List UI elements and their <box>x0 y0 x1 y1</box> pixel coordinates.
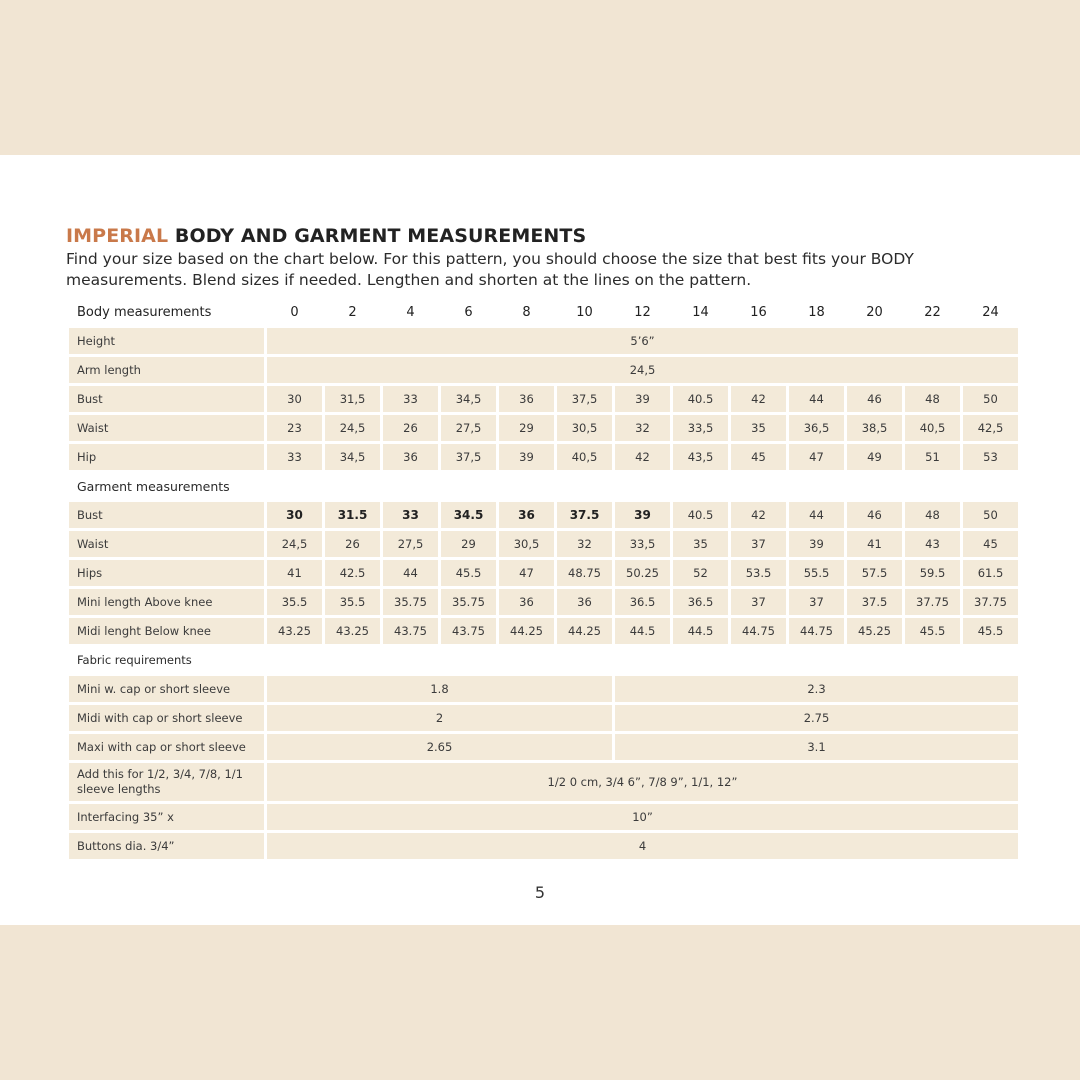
table-cell: 45 <box>963 531 1018 557</box>
document-page <box>0 155 1080 925</box>
size-header: 16 <box>750 304 767 320</box>
table-row <box>69 734 1018 760</box>
table-cell: 51 <box>905 444 960 470</box>
table-cell: 40,5 <box>905 415 960 441</box>
table-cell: 48 <box>905 502 960 528</box>
table-cell: 36 <box>499 386 554 412</box>
table-cell: 61.5 <box>963 560 1018 586</box>
size-header: 20 <box>866 304 883 320</box>
section-row <box>69 647 1018 673</box>
table-cell: 2 <box>267 705 612 731</box>
table-cell: 10” <box>267 804 1018 830</box>
table-cell: 37,5 <box>441 444 496 470</box>
table-cell: 24,5 <box>267 357 1018 383</box>
table-cell: 26 <box>325 531 380 557</box>
table-cell: 35.5 <box>325 589 380 615</box>
table-cell: 50 <box>963 502 1018 528</box>
table-cell: 42 <box>615 444 670 470</box>
table-cell: 37 <box>731 589 786 615</box>
row-label: Hip <box>69 444 264 470</box>
table-row <box>69 328 1018 354</box>
table-cell: 50.25 <box>615 560 670 586</box>
table-cell: 36 <box>499 502 554 528</box>
table-cell: 45.5 <box>441 560 496 586</box>
table-cell: 36,5 <box>789 415 844 441</box>
table-cell: 31,5 <box>325 386 380 412</box>
table-cell: 45.5 <box>963 618 1018 644</box>
table-row <box>69 705 1018 731</box>
table-cell: 47 <box>499 560 554 586</box>
row-label: Midi with cap or short sleeve <box>69 705 264 731</box>
table-cell: 34,5 <box>441 386 496 412</box>
table-cell: 27,5 <box>441 415 496 441</box>
table-cell: 52 <box>673 560 728 586</box>
row-label: Buttons dia. 3/4” <box>69 833 264 859</box>
table-cell: 44.75 <box>731 618 786 644</box>
table-cell: 5’6” <box>267 328 1018 354</box>
table-cell: 35 <box>673 531 728 557</box>
table-cell: 44.25 <box>499 618 554 644</box>
table-cell: 43.75 <box>383 618 438 644</box>
title-rest: BODY AND GARMENT MEASUREMENTS <box>174 225 587 247</box>
table-cell: 43 <box>905 531 960 557</box>
table-row <box>69 444 1018 470</box>
table-cell: 30 <box>267 386 322 412</box>
table-cell: 37.75 <box>905 589 960 615</box>
table-cell: 57.5 <box>847 560 902 586</box>
table-cell: 37.5 <box>847 589 902 615</box>
table-cell: 48.75 <box>557 560 612 586</box>
row-label: Waist <box>69 531 264 557</box>
row-label: Add this for 1/2, 3/4, 7/8, 1/1 sleeve lengths <box>69 763 264 801</box>
table-cell: 26 <box>383 415 438 441</box>
table-cell: 3.1 <box>615 734 1018 760</box>
table-cell: 34.5 <box>441 502 496 528</box>
table-cell: 34,5 <box>325 444 380 470</box>
table-cell: 45.5 <box>905 618 960 644</box>
table-cell: 44 <box>383 560 438 586</box>
table-row <box>69 763 1018 801</box>
table-row <box>69 386 1018 412</box>
row-label: Height <box>69 328 264 354</box>
size-header: 4 <box>406 304 415 320</box>
table-cell: 37 <box>789 589 844 615</box>
section-row <box>69 473 1018 499</box>
size-header: 10 <box>576 304 593 320</box>
table-row <box>69 589 1018 615</box>
table-cell: 2.3 <box>615 676 1018 702</box>
row-label: Maxi with cap or short sleeve <box>69 734 264 760</box>
table-cell: 42,5 <box>963 415 1018 441</box>
table-cell: 41 <box>267 560 322 586</box>
table-cell: 47 <box>789 444 844 470</box>
table-cell: 35.75 <box>383 589 438 615</box>
table-cell: 39 <box>789 531 844 557</box>
row-label: Midi lenght Below knee <box>69 618 264 644</box>
section-label-fabric: Fabric requirements <box>77 653 192 667</box>
table-cell: 40.5 <box>673 386 728 412</box>
table-cell: 1/2 0 cm, 3/4 6”, 7/8 9”, 1/1, 12” <box>267 763 1018 801</box>
table-cell: 30 <box>267 502 322 528</box>
table-cell: 40,5 <box>557 444 612 470</box>
table-cell: 32 <box>615 415 670 441</box>
row-label: Bust <box>69 386 264 412</box>
size-header: 12 <box>634 304 651 320</box>
table-cell: 33 <box>383 386 438 412</box>
table-cell: 36 <box>557 589 612 615</box>
table-cell: 46 <box>847 386 902 412</box>
table-cell: 43.25 <box>325 618 380 644</box>
table-cell: 50 <box>963 386 1018 412</box>
table-row <box>69 560 1018 586</box>
row-label: Waist <box>69 415 264 441</box>
intro-text: Find your size based on the chart below. For this pattern, you should choose the size that best fits your BODY measurements. Blend sizes if needed. Lengthen and shorten at the lines on the pattern. <box>66 250 914 289</box>
size-header: 18 <box>808 304 825 320</box>
table-cell: 42 <box>731 502 786 528</box>
table-cell: 1.8 <box>267 676 612 702</box>
table-cell: 44.5 <box>615 618 670 644</box>
size-header: 0 <box>290 304 299 320</box>
table-row <box>69 618 1018 644</box>
table-cell: 55.5 <box>789 560 844 586</box>
table-cell: 33 <box>383 502 438 528</box>
size-header: 8 <box>522 304 531 320</box>
table-row <box>69 804 1018 830</box>
table-row <box>69 531 1018 557</box>
table-cell: 27,5 <box>383 531 438 557</box>
table-cell: 45.25 <box>847 618 902 644</box>
table-cell: 41 <box>847 531 902 557</box>
table-cell: 37 <box>731 531 786 557</box>
header-label: Body measurements <box>77 304 212 320</box>
table-row <box>69 415 1018 441</box>
table-cell: 44 <box>789 386 844 412</box>
table-cell: 35.75 <box>441 589 496 615</box>
page-title <box>66 225 586 247</box>
table-cell: 36 <box>383 444 438 470</box>
table-cell: 36.5 <box>673 589 728 615</box>
table-row <box>69 502 1018 528</box>
table-cell: 43,5 <box>673 444 728 470</box>
table-cell: 29 <box>441 531 496 557</box>
table-cell: 32 <box>557 531 612 557</box>
table-cell: 44.5 <box>673 618 728 644</box>
header-row <box>69 299 1018 325</box>
table-cell: 44.25 <box>557 618 612 644</box>
title-accent: IMPERIAL <box>66 225 169 247</box>
table-cell: 24,5 <box>267 531 322 557</box>
section-label-garment: Garment measurements <box>77 478 230 494</box>
table-cell: 24,5 <box>325 415 380 441</box>
table-cell: 40.5 <box>673 502 728 528</box>
table-cell: 43.25 <box>267 618 322 644</box>
table-cell: 38,5 <box>847 415 902 441</box>
table-cell: 39 <box>615 502 670 528</box>
row-label: Interfacing 35” x <box>69 804 264 830</box>
table-cell: 53 <box>963 444 1018 470</box>
table-cell: 37.5 <box>557 502 612 528</box>
table-cell: 29 <box>499 415 554 441</box>
size-header: 14 <box>692 304 709 320</box>
table-row <box>69 357 1018 383</box>
table-cell: 42.5 <box>325 560 380 586</box>
table-cell: 23 <box>267 415 322 441</box>
table-row <box>69 833 1018 859</box>
size-header: 22 <box>924 304 941 320</box>
table-cell: 2.75 <box>615 705 1018 731</box>
size-chart-table <box>66 296 1021 862</box>
row-label: Mini length Above knee <box>69 589 264 615</box>
table-cell: 4 <box>267 833 1018 859</box>
table-row <box>69 676 1018 702</box>
table-cell: 37,5 <box>557 386 612 412</box>
table-cell: 45 <box>731 444 786 470</box>
table-cell: 30,5 <box>557 415 612 441</box>
table-cell: 44 <box>789 502 844 528</box>
table-cell: 42 <box>731 386 786 412</box>
table-cell: 43.75 <box>441 618 496 644</box>
table-cell: 39 <box>499 444 554 470</box>
table-cell: 46 <box>847 502 902 528</box>
table-cell: 53.5 <box>731 560 786 586</box>
table-cell: 30,5 <box>499 531 554 557</box>
table-cell: 33 <box>267 444 322 470</box>
page-number: 5 <box>534 883 546 902</box>
row-label: Arm length <box>69 357 264 383</box>
table-cell: 39 <box>615 386 670 412</box>
table-cell: 35.5 <box>267 589 322 615</box>
table-cell: 35 <box>731 415 786 441</box>
table-cell: 59.5 <box>905 560 960 586</box>
table-cell: 44.75 <box>789 618 844 644</box>
table-cell: 2.65 <box>267 734 612 760</box>
size-header: 6 <box>464 304 473 320</box>
table-cell: 37.75 <box>963 589 1018 615</box>
table-cell: 33,5 <box>673 415 728 441</box>
table-cell: 33,5 <box>615 531 670 557</box>
table-cell: 36.5 <box>615 589 670 615</box>
table-cell: 48 <box>905 386 960 412</box>
size-header: 24 <box>982 304 999 320</box>
table-cell: 31.5 <box>325 502 380 528</box>
table-cell: 49 <box>847 444 902 470</box>
row-label: Mini w. cap or short sleeve <box>69 676 264 702</box>
table-cell: 36 <box>499 589 554 615</box>
row-label: Bust <box>69 502 264 528</box>
row-label: Hips <box>69 560 264 586</box>
size-header: 2 <box>348 304 357 320</box>
